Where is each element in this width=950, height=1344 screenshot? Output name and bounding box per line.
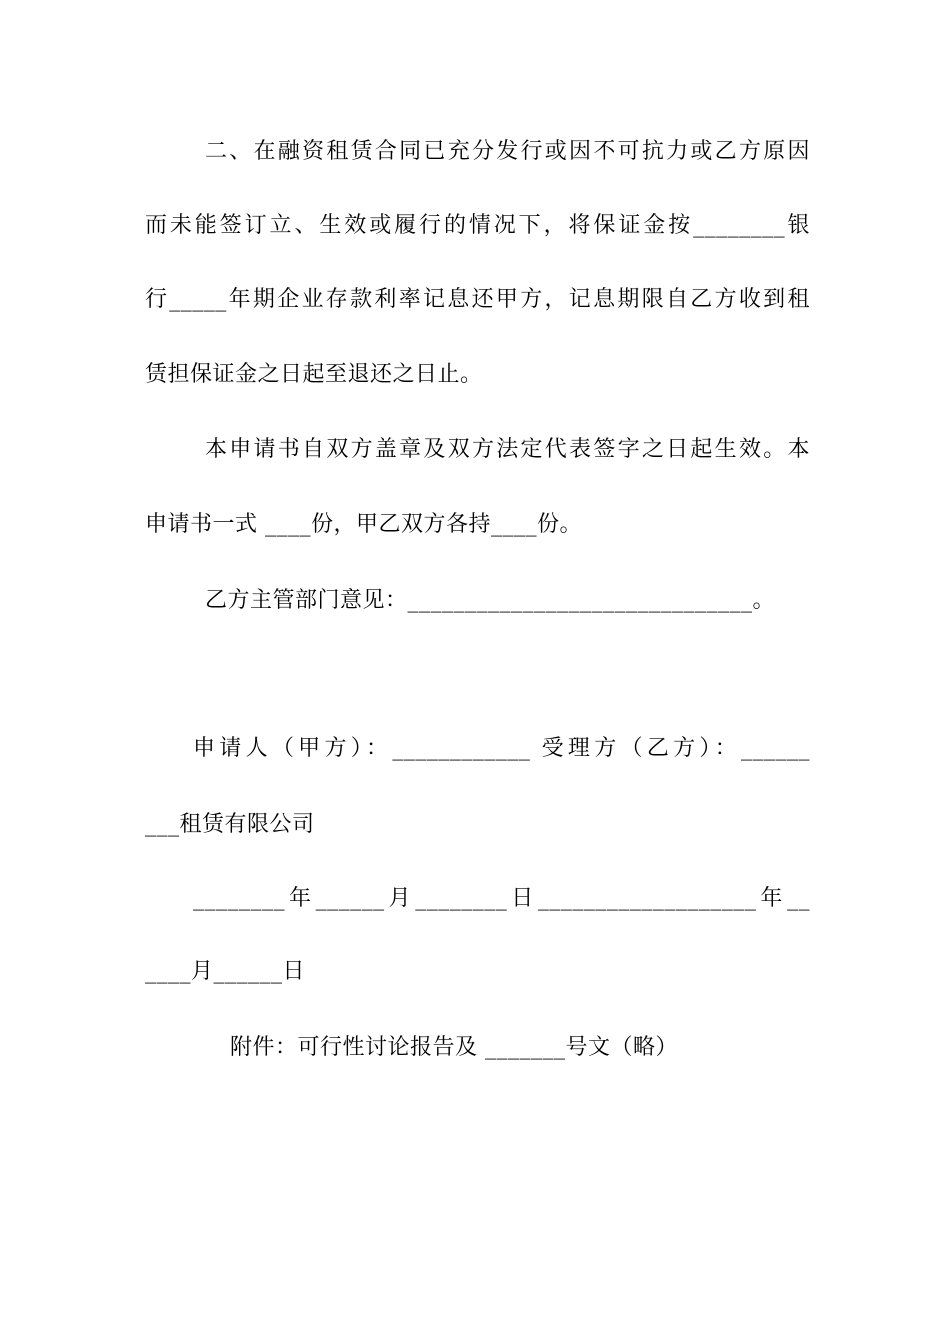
paragraph-2-line-4: 赁担保证金之日起至退还之日止。 xyxy=(145,362,483,387)
effective-clause-line-1: 本申请书自双方盖章及双方法定代表签字之日起生效。本 xyxy=(205,437,810,462)
paragraph-2-line-2: 而未能签订立、生效或履行的情况下，将保证金按________银 xyxy=(145,213,810,238)
department-opinion-line: 乙方主管部门意见：______________________________。 xyxy=(205,588,776,613)
date-line-2: ____月______日 xyxy=(145,959,306,984)
signature-parties-line-2: ___租赁有限公司 xyxy=(145,812,315,837)
paragraph-2-line-3: 行_____年期企业存款利率记息还甲方，记息期限自乙方收到租 xyxy=(145,287,810,312)
date-line-1: ________年______月________日___________________年__ xyxy=(193,886,810,911)
paragraph-2-line-1: 二、在融资租赁合同已充分发行或因不可抗力或乙方原因 xyxy=(205,139,810,164)
signature-parties-line-1: 申请人（甲方）：____________ 受理方（乙方）：______ xyxy=(193,736,810,761)
attachment-line: 附件：可行性讨论报告及 _______号文（略） xyxy=(230,1035,678,1060)
effective-clause-line-2: 申请书一式 ____份，甲乙双方各持____份。 xyxy=(145,512,582,537)
